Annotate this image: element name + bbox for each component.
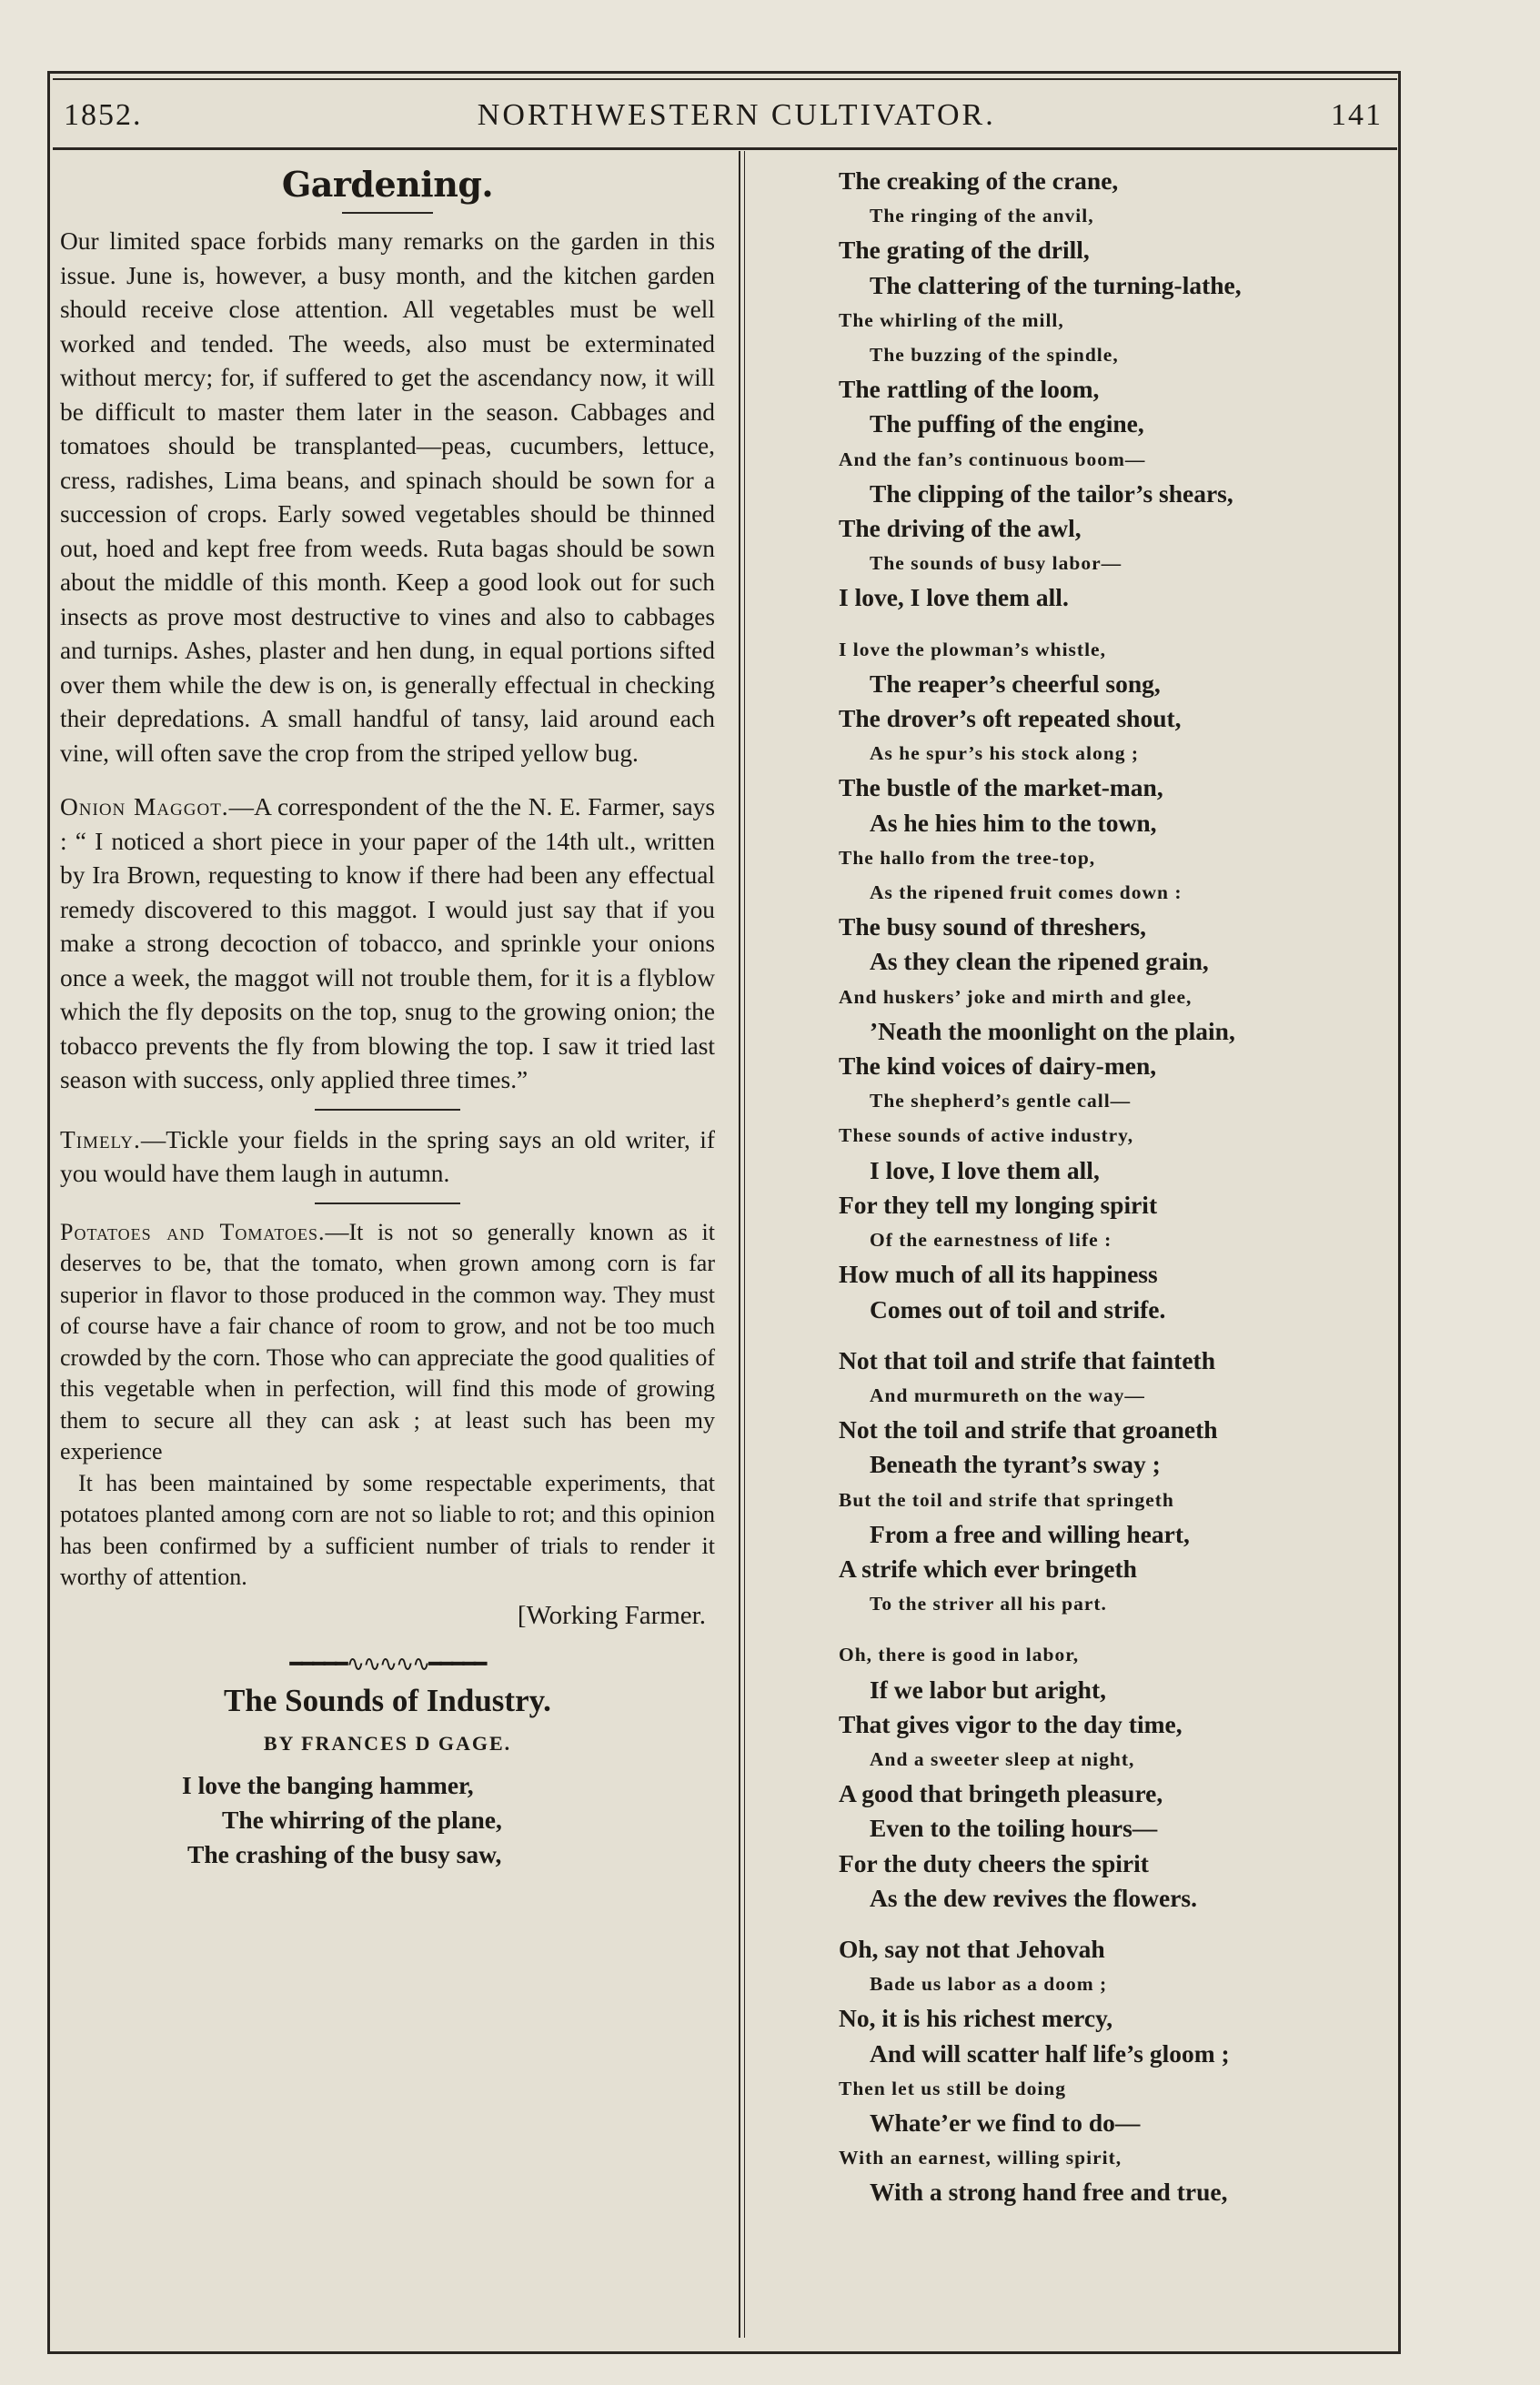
column-divider — [739, 151, 740, 2338]
poem-line: Then let us still be doing — [839, 2077, 1067, 2099]
poem-line: These sounds of active industry, — [839, 1124, 1134, 1147]
poem-line: With an earnest, willing spirit, — [839, 2147, 1122, 2169]
potatoes-body-1: —It is not so generally known as it deserves to be, that the tomato, when grown among corn is far superior in flavor to those produced in the common way. They must of course have a fair chance of room to grow, and not be too much crowded by the corn. Those who can appreciate the good qualities of this vegetable when in perfection, will find this mode of growing them to secure all they can ask ; at least such has been my experience — [60, 1218, 715, 1464]
section-rule — [315, 1109, 460, 1111]
column-divider-inner — [744, 151, 745, 2338]
header-title: NORTHWESTERN CULTIVATOR. — [477, 98, 996, 132]
poem-line: Beneath the tyrant’s sway ; — [870, 1450, 1161, 1479]
poem-line: The kind voices of dairy-men, — [839, 1052, 1157, 1081]
poem-line: The ringing of the anvil, — [870, 205, 1094, 227]
poem-line: Oh, there is good in labor, — [839, 1644, 1080, 1666]
poem-line: The shepherd’s gentle call— — [870, 1090, 1132, 1112]
poem-line: The crashing of the busy saw, — [187, 1839, 502, 1868]
poem-line: And a sweeter sleep at night, — [870, 1747, 1135, 1770]
poem-line: The busy sound of threshers, — [839, 912, 1146, 941]
poem-line: I love the plowman’s whistle, — [839, 638, 1106, 660]
stanza-gap — [839, 1621, 1384, 1637]
poem-line: No, it is his richest mercy, — [839, 2004, 1113, 2033]
poem-line: As they clean the ripened grain, — [870, 947, 1209, 976]
poem-line: A strife which ever bringeth — [839, 1554, 1137, 1583]
poem-byline: BY FRANCES D GAGE. — [263, 1731, 512, 1755]
poem-line: Even to the toiling hours— — [870, 1814, 1158, 1843]
poem-line: I love, I love them all, — [870, 1155, 1100, 1184]
poem-line: The rattling of the loom, — [839, 375, 1100, 404]
onion-maggot-article — [60, 790, 715, 1098]
poem-line: Of the earnestness of life : — [870, 1229, 1112, 1252]
poem-line: How much of all its happiness — [839, 1260, 1158, 1289]
poem-line: The bustle of the market-man, — [839, 773, 1163, 802]
poem-line: I love the banging hammer, — [182, 1770, 474, 1799]
header-rule — [53, 147, 1397, 150]
poem-line: If we labor but aright, — [870, 1675, 1106, 1704]
poem-line: ’Neath the moonlight on the plain, — [870, 1016, 1235, 1045]
poem-line: For the duty cheers the spirit — [839, 1848, 1149, 1877]
onion-maggot-body: —A correspondent of the the N. E. Farmer, says : “ I noticed a short piece in your paper of the 14th ult., written by Ira Brown, requesting to know if there had been any effectual remedy discovered to this maggot. I would just say that if you make a strong decoction of tobacco, and sprinkle your onions once a week, the maggot will not trouble them, for it is a flyblow which the fly deposits on the top, snug to the growing onion; the tobacco prevents the fly from blowing the top. I saw it tried last season with success, only applied three times.” — [60, 793, 715, 1093]
potatoes-body-2: It has been maintained by some respectable experiments, that potatoes planted among corn are not so liable to rot; and this opinion has been confirmed by a sufficient number of trials to render it worthy of attention. — [60, 1469, 715, 1590]
right-column — [839, 164, 1384, 2210]
potatoes-credit: [Working Farmer. — [517, 1600, 706, 1630]
poem-line: For they tell my longing spirit — [839, 1190, 1158, 1219]
header-page-number: 141 — [1330, 98, 1383, 132]
title-rule — [342, 212, 433, 214]
poem-line: From a free and willing heart, — [870, 1519, 1190, 1548]
ornamental-rule: ━━━━━∿∿∿∿∿━━━━━ — [289, 1652, 486, 1676]
poem-line: Bade us labor as a doom ; — [870, 1973, 1108, 1996]
potatoes-heading: Potatoes and Tomatoes. — [60, 1218, 326, 1245]
poem-line: With a strong hand free and true, — [870, 2178, 1228, 2207]
poem-line: As he spur’s his stock along ; — [870, 742, 1139, 765]
poem-line: That gives vigor to the day time, — [839, 1709, 1183, 1738]
page-header — [64, 98, 1383, 142]
timely-article — [60, 1123, 715, 1192]
gardening-body: Our limited space forbids many remarks on the garden in this issue. June is, however, a busy month, and the kitchen garden should receive close attention. All vegetables must be well worked and tended. The weeds, also must be exterminated without mercy; for, if suffered to get the ascendancy now, it will be difficult to master them later in the season. Cabbages and tomatoes should be transplanted—peas, cucumbers, lettuce, cress, radishes, Lima beans, and spinach should be sown for a succession of crops. Early sowed vegetables should be thinned out, hoed and kept free from weeds. Ruta bagas should be sown about the middle of this month. Keep a good look out for such insects as prove most destructive to vines and also to cabbages and turnips. Ashes, plaster and hen dung, in equal portions sifted over them while the dew is on, is generally effectual in checking their depredations. A small handful of tansy, laid around each vine, will often save the crop from the striped yellow bug. — [60, 227, 715, 767]
poem-line: And murmureth on the way— — [870, 1384, 1145, 1406]
poem-line: Comes out of toil and strife. — [870, 1294, 1166, 1323]
section-rule — [315, 1203, 460, 1204]
poem-line: The sounds of busy labor— — [870, 552, 1122, 575]
poem-line: The whirring of the plane, — [222, 1805, 502, 1834]
poem-line: The drover’s oft repeated shout, — [839, 704, 1182, 733]
poem-line: The clipping of the tailor’s shears, — [870, 478, 1233, 508]
poem-line: Not that toil and strife that fainteth — [839, 1345, 1215, 1374]
poem-line: The reaper’s cheerful song, — [870, 669, 1161, 698]
poem-line: Not the toil and strife that groaneth — [839, 1415, 1218, 1444]
poem-title: The Sounds of Industry. — [224, 1682, 551, 1718]
poem-line: The whirling of the mill, — [839, 308, 1064, 331]
poem-line: Whate’er we find to do— — [870, 2108, 1141, 2137]
poem-line: As he hies him to the town, — [870, 808, 1157, 837]
stanza-gap — [839, 1916, 1384, 1932]
poem-line: The buzzing of the spindle, — [870, 344, 1119, 367]
poem-line: As the dew revives the flowers. — [870, 1883, 1197, 1912]
poem-line: As the ripened fruit comes down : — [870, 881, 1183, 904]
top-rule — [53, 78, 1397, 80]
poem-stanzas — [839, 164, 1384, 2210]
poem-line: The hallo from the tree-top, — [839, 846, 1096, 869]
poem-line: And huskers’ joke and mirth and glee, — [839, 985, 1193, 1008]
header-year: 1852. — [64, 98, 143, 132]
poem-line: The clattering of the turning-lathe, — [870, 270, 1242, 299]
onion-maggot-heading: Onion Maggot. — [60, 793, 229, 820]
poem-line: The grating of the drill, — [839, 236, 1090, 265]
timely-body: —Tickle your fields in the spring says an old writer, if you would have them laugh in autumn. — [60, 1125, 715, 1187]
poem-line: The creaking of the crane, — [839, 166, 1119, 195]
timely-heading: Timely. — [60, 1125, 141, 1153]
poem-line: Oh, say not that Jehovah — [839, 1934, 1105, 1963]
poem-line: And will scatter half life’s gloom ; — [870, 2038, 1230, 2068]
poem-line: I love, I love them all. — [839, 583, 1069, 612]
poem-line: The driving of the awl, — [839, 514, 1082, 543]
poem-line: But the toil and strife that springeth — [839, 1488, 1174, 1511]
potatoes-article — [60, 1217, 715, 1468]
stanza-gap — [839, 1327, 1384, 1343]
stanza-gap — [839, 616, 1384, 632]
poem-line: The puffing of the engine, — [870, 409, 1144, 438]
left-column — [60, 164, 715, 1872]
poem-line: A good that bringeth pleasure, — [839, 1779, 1163, 1808]
poem-line: To the striver all his part. — [870, 1593, 1107, 1615]
poem-line: And the fan’s continuous boom— — [839, 448, 1146, 470]
gardening-title: Gardening. — [281, 164, 494, 205]
